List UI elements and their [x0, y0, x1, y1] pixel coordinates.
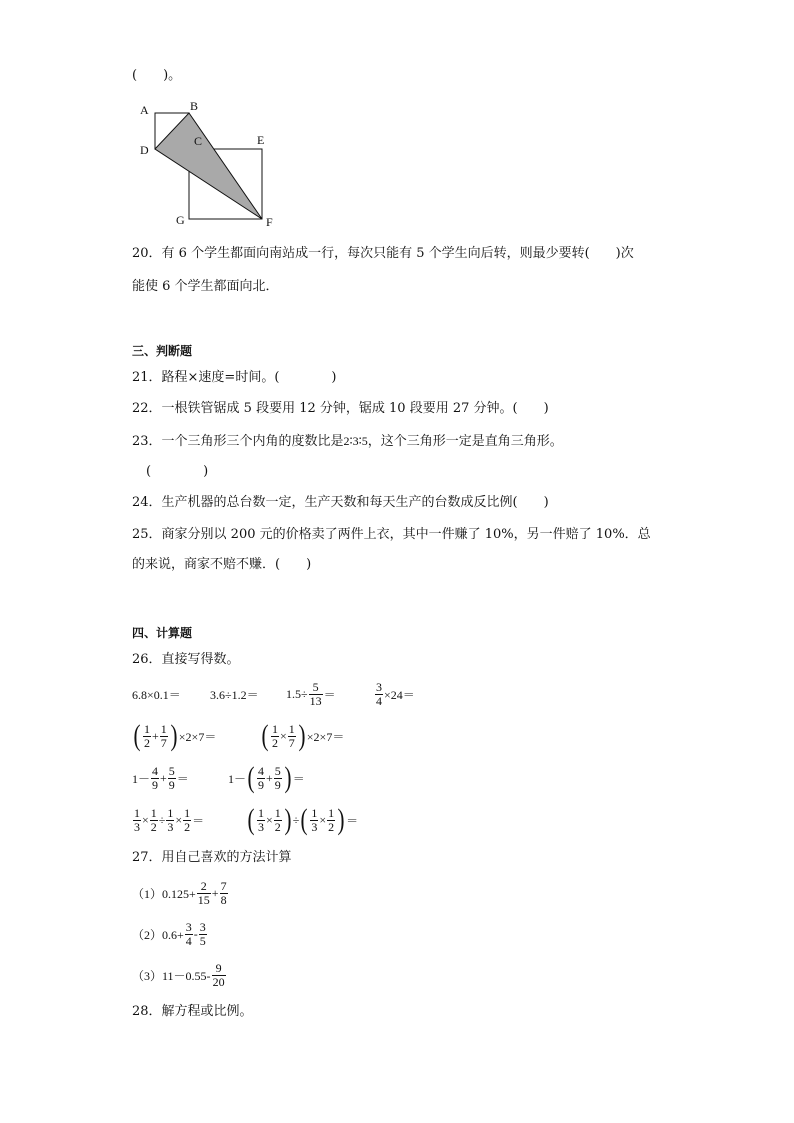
q26-title: 26．直接写得数。: [132, 652, 240, 667]
q26-r4-a: $\frac{1}{3}$ × $\frac{1}{2}$ ÷ $\frac{1}{3}$ × $\frac{1}{2}$ ＝: [134, 805, 205, 834]
section-calculation-title: 四、计算题: [132, 626, 193, 640]
q26-r1-b: 3.6÷1.2＝: [210, 687, 259, 702]
q21: 21．路程×速度=时间。( ): [132, 370, 337, 385]
q26-r1-c: 1.5÷ $\frac{5}{13}$ ＝: [286, 679, 336, 708]
q27-part1: （1）0.125+ $\frac{2}{15}$ + $\frac{7}{8}$: [132, 878, 227, 907]
label-a: A: [140, 103, 149, 117]
q26-row4: [132, 802, 358, 838]
q22: 22．一根铁管锯成 5 段要用 12 分钟，锯成 10 段要用 27 分钟。( ): [132, 401, 549, 416]
q26-r3-b: 1－ ( $\frac{4}{9}$ + $\frac{5}{9}$ ) ＝: [228, 761, 305, 794]
q26-r1-a: 6.8×0.1＝: [132, 687, 181, 702]
q20-line2: 能使 6 个学生都面向北．: [132, 279, 279, 294]
q25-line2: 的来说，商家不赔不赚．( ): [132, 557, 312, 572]
q23-prefix: 23．一个三角形三个内角的度数比是: [132, 434, 344, 449]
q23-line1: [132, 432, 563, 451]
section-judgement-title: 三、判断题: [132, 344, 193, 358]
previous-question-blank: ( )。: [132, 68, 182, 83]
q27-part2: （2）0.6+ $\frac{3}{4}$ - $\frac{3}{5}$: [132, 919, 206, 948]
q26-row3: [132, 760, 305, 796]
q26-row2: [132, 718, 344, 754]
q26-r2-a: ( $\frac{1}{2}$ + $\frac{1}{7}$ ) ×2×7＝: [133, 719, 217, 752]
q25-line1: 25．商家分别以 200 元的价格卖了两件上衣，其中一件赚了 10%，另一件赔了 10%．总: [132, 527, 651, 542]
q28-title: 28．解方程或比例。: [132, 1004, 253, 1019]
shaded-triangle: [155, 113, 265, 219]
q27-p3-label: （3）11－0.55-: [132, 968, 211, 983]
geometry-figure: [130, 98, 290, 230]
q26-r4-b: ( $\frac{1}{3}$ × $\frac{1}{2}$ ) ÷ ( $\frac{1}{3}$ × $\frac{1}{2}$ ) ＝: [247, 803, 359, 836]
q26-row1: [132, 678, 415, 710]
q24: 24．生产机器的总台数一定，生产天数和每天生产的台数成反比例( ): [132, 495, 549, 510]
q27-p2-label: （2）0.6+: [132, 927, 184, 942]
q23-ratio: 2∶3∶5: [343, 434, 368, 448]
q26-r2-b: ( $\frac{1}{2}$ × $\frac{1}{7}$ ) ×2×7＝: [261, 719, 345, 752]
label-d: D: [140, 143, 149, 157]
q27-p1-label: （1）0.125+: [132, 886, 196, 901]
q26-r1-d: $\frac{3}{4}$ ×24＝: [376, 679, 415, 708]
q23-suffix: ，这个三角形一定是直角三角形。: [367, 434, 563, 449]
q23-blank: ( ): [146, 464, 209, 479]
label-b: B: [190, 99, 199, 113]
label-g: G: [176, 213, 185, 227]
label-e: E: [257, 133, 265, 147]
label-c: C: [194, 134, 203, 148]
q27-part3: （3）11－0.55- $\frac{9}{20}$: [132, 960, 225, 989]
q26-r3-a: 1－ $\frac{4}{9}$ + $\frac{5}{9}$ ＝: [132, 763, 189, 792]
q27-title: 27．用自己喜欢的方法计算: [132, 850, 292, 865]
q20-line1: 20．有 6 个学生都面向南站成一行，每次只能有 5 个学生向后转，则最少要转( )次: [132, 246, 634, 261]
label-f: F: [266, 215, 273, 229]
